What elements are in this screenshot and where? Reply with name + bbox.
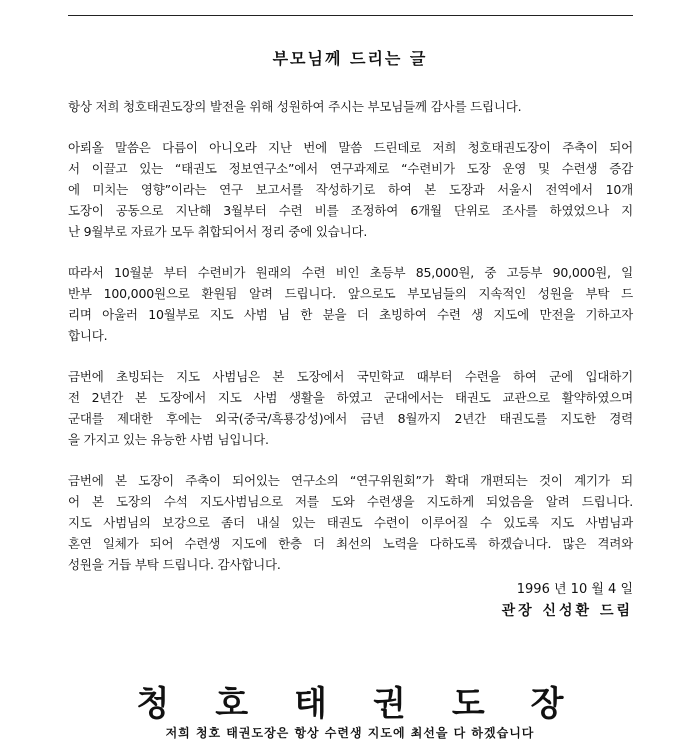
text-line: 금번에 본 도장이 주축이 되어있는 연구소의 “연구위원회”가 확대 개편되는 것이 계기가 되 — [68, 473, 633, 488]
paragraph-greeting — [68, 96, 633, 117]
paragraph-closing — [68, 470, 633, 575]
letter-title: 부모님께 드리는 글 — [272, 49, 428, 68]
paragraph-research — [68, 137, 633, 242]
text-line: 군대를 제대한 후에는 외국(중국/흑룡강성)에서 금년 8월까지 2년간 태권도를 지도한 경력 — [68, 411, 633, 426]
letter-body — [68, 96, 633, 595]
text-line: 금번에 초빙되는 지도 사범님은 본 도장에서 국민학교 때부터 수련을 하여 군에 입대하기 — [68, 369, 633, 384]
text-line: 서 이끌고 있는 “태권도 정보연구소”에서 연구과제로 “수련비가 도장 운영 및 수련생 증감 — [68, 161, 633, 176]
text-line: 혼연 일체가 되어 수련생 지도에 한층 더 최선의 노력을 다하도록 하겠습니다. 많은 격려와 — [68, 536, 633, 551]
text-line: 따라서 10월분 부터 수련비가 원래의 수련 비인 초등부 85,000원, 중 고등부 90,000원, 일 — [68, 265, 633, 280]
dojang-slogan: 저희 청호 태권도장은 항상 수련생 지도에 최선을 다 하겠습니다 — [165, 726, 535, 740]
text-line: 난 9월부로 자료가 모두 취합되어서 정리 중에 있습니다. — [68, 224, 368, 239]
paragraph-fees — [68, 262, 633, 346]
letter-signature: 관장 신성환 드림 — [501, 603, 633, 619]
text-line: 리며 아울러 10월부로 지도 사범 님 한 분을 더 초빙하여 수련 생 지도에 만전을 기하고자 — [68, 307, 633, 322]
text-line: 항상 저희 청호태권도장의 발전을 위해 성원하여 주시는 부모님들께 감사를 드립니다. — [68, 99, 522, 114]
paragraph-instructor — [68, 366, 633, 450]
dojang-name: 청호태권도장 — [136, 684, 610, 724]
text-line: 도장이 공동으로 지난해 3월부터 수련 비를 조정하여 6개월 단위로 조사를 하였었으나 지 — [68, 203, 633, 218]
text-line: 지도 사범님의 보강으로 좀더 내실 있는 태권도 수련이 이루어질 수 있도록 지도 사범님과 — [68, 515, 633, 530]
top-divider — [68, 15, 633, 16]
letter-date: 1996 년 10 월 4 일 — [516, 582, 633, 597]
text-line: 성원을 거듭 부탁 드립니다. 감사합니다. — [68, 557, 281, 572]
text-line: 을 가지고 있는 유능한 사범 님입니다. — [68, 432, 269, 447]
text-line: 에 미치는 영향”이라는 연구 보고서를 작성하기로 하여 본 도장과 서울시 전역에서 10개 — [68, 182, 633, 197]
text-line: 전 2년간 본 도장에서 지도 사범 생활을 하였고 군대에서는 태권도 교관으로 활약하였으며 — [68, 390, 633, 405]
text-line: 아뢰올 말씀은 다름이 아니오라 지난 번에 말씀 드린데로 저희 청호태권도장이 주축이 되어 — [68, 140, 633, 155]
text-line: 어 본 도장의 수석 지도사범님으로 저를 도와 수련생을 지도하게 되었음을 알려 드립니다. — [68, 494, 633, 509]
text-line: 합니다. — [68, 328, 108, 343]
text-line: 반부 100,000원으로 환원됨 알려 드립니다. 앞으로도 부모님들의 지속적인 성원을 부탁 드 — [68, 286, 633, 301]
